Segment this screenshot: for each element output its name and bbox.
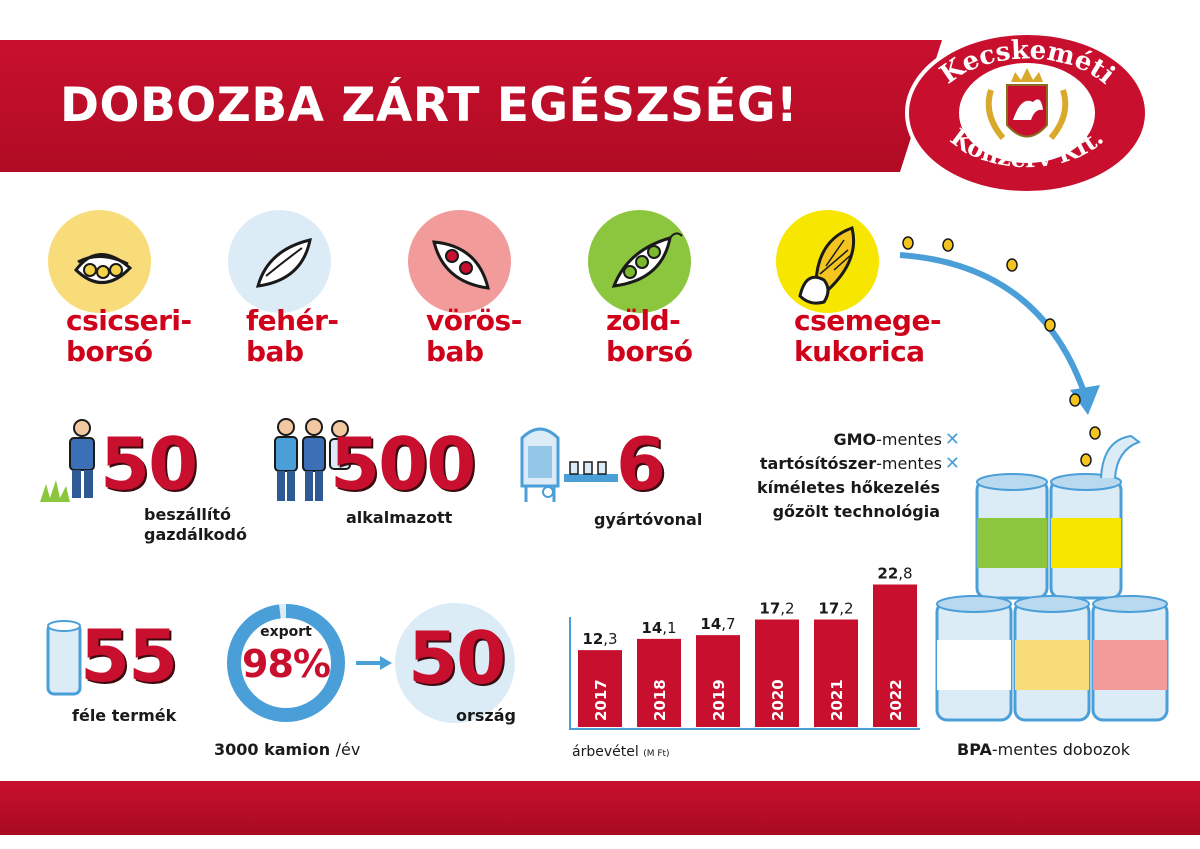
can-corn — [1051, 436, 1139, 598]
lines-value: 6 — [616, 422, 665, 506]
logo-line-2: Konzerv Kft. — [945, 122, 1109, 174]
product-label: zöld- borsó — [606, 304, 693, 368]
lines-label: gyártóvonal — [594, 510, 703, 529]
chart-category-label: 2022 — [887, 679, 905, 721]
logo-line-1: Kecskeméti — [934, 35, 1121, 91]
red-bean-icon — [408, 210, 511, 313]
products-count-value: 55 — [80, 614, 177, 698]
product-label: csicseri- borsó — [66, 304, 192, 368]
cross-icon: ✕ — [944, 453, 960, 474]
features-list — [700, 428, 960, 524]
feature-item: GMO-mentes ✕ — [833, 429, 960, 450]
sweetcorn-icon — [776, 210, 879, 313]
employees-label: alkalmazott — [346, 508, 453, 527]
feature-item: gőzölt technológia — [772, 502, 940, 521]
suppliers-label: beszállító gazdálkodó — [144, 505, 247, 544]
product-label: fehér- bab — [246, 304, 339, 368]
chart-value-label: 14,1 — [641, 618, 677, 637]
countries-value: 50 — [408, 616, 505, 700]
can-red-bean — [1093, 596, 1167, 720]
chart-value-label: 12,3 — [582, 630, 618, 649]
product-circle — [48, 210, 151, 313]
production-line-icon — [518, 416, 620, 506]
suppliers-value: 50 — [100, 422, 197, 506]
employees-value: 500 — [330, 422, 475, 506]
product-circle — [408, 210, 511, 313]
stacked-cans — [935, 430, 1175, 730]
export-label: export — [260, 624, 312, 640]
company-logo — [903, 30, 1151, 196]
chart-category-label: 2020 — [769, 679, 787, 721]
can-pea — [977, 474, 1047, 598]
trucks-text: 3000 kamion /év — [214, 740, 361, 759]
countries-label: ország — [456, 706, 516, 725]
product-circle — [588, 210, 691, 313]
page-title: DOBOZBA ZÁRT EGÉSZSÉG! — [60, 78, 799, 133]
product-circle — [776, 210, 879, 313]
chart-value-label: 17,2 — [759, 599, 795, 618]
bpa-free-label: BPA-mentes dobozok — [957, 740, 1131, 759]
green-pea-icon — [588, 210, 691, 313]
product-circle — [228, 210, 331, 313]
farmer-icon — [40, 418, 104, 502]
product-label: csemege- kukorica — [794, 304, 942, 368]
chickpea-icon — [48, 210, 151, 313]
revenue-chart — [560, 555, 930, 755]
feature-item: tartósítószer-mentes ✕ — [759, 453, 960, 474]
can-white-bean — [937, 596, 1011, 720]
chart-value-label: 17,2 — [818, 599, 854, 618]
chart-category-label: 2018 — [651, 679, 669, 721]
white-bean-icon — [228, 210, 331, 313]
product-label: vörös- bab — [426, 304, 522, 368]
chart-category-label: 2021 — [828, 679, 846, 721]
cross-icon: ✕ — [944, 429, 960, 450]
arrow-right-icon — [356, 654, 392, 672]
chart-axis — [570, 617, 920, 729]
chart-category-label: 2019 — [710, 679, 728, 721]
export-value: 98% — [242, 642, 330, 686]
footer-band — [0, 781, 1200, 835]
products-count-label: féle termék — [72, 706, 177, 725]
feature-item: kíméletes hőkezelés — [756, 478, 940, 497]
chart-value-label: 22,8 — [877, 564, 913, 583]
chart-value-label: 14,7 — [700, 615, 736, 634]
can-chickpea — [1015, 596, 1089, 720]
can-icon — [46, 618, 82, 698]
chart-caption: árbevétel (M Ft) — [572, 744, 670, 760]
chart-category-label: 2017 — [592, 679, 610, 721]
